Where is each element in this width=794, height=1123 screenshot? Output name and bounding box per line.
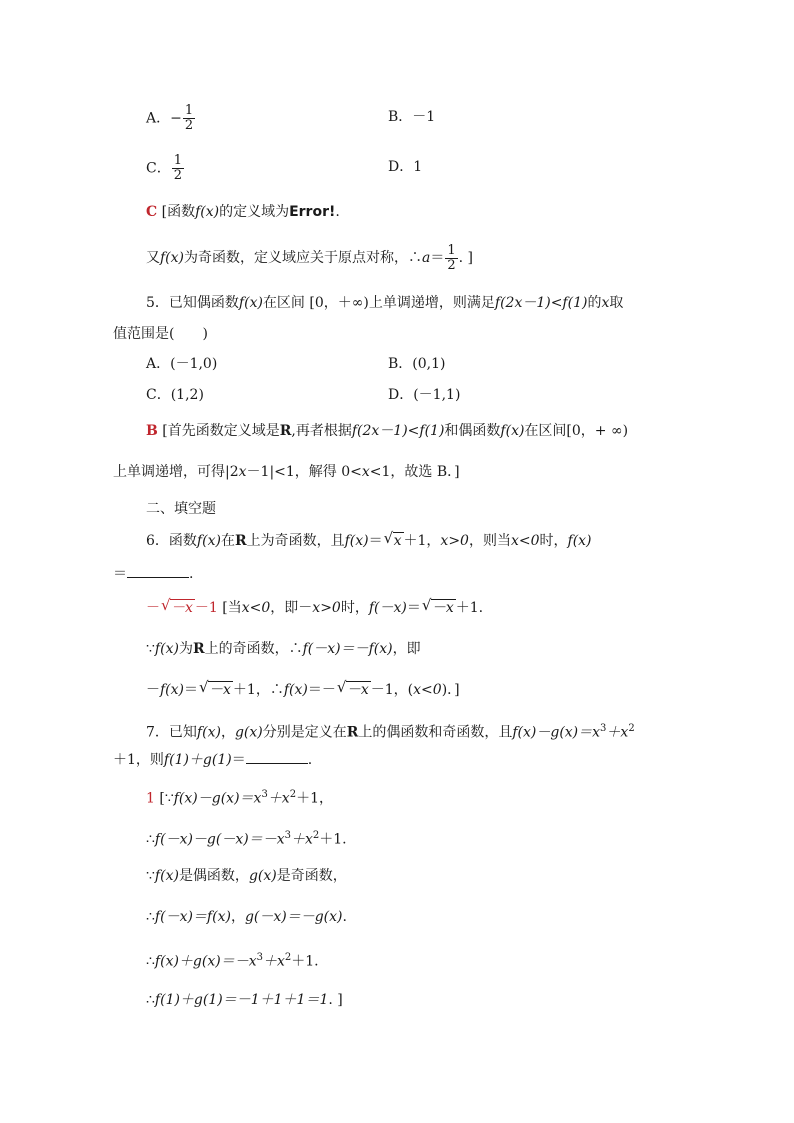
text: ＝ [406,600,421,616]
text: [函数 [161,204,196,220]
radical-sign-icon: √ [199,678,209,696]
text: ＝ [184,682,199,698]
q6-solution-line-3 [146,680,460,700]
exponent: 2 [628,723,635,734]
radical-sign-icon: √ [383,529,394,547]
answer-sign: － [146,600,160,616]
text: 时， [340,600,369,616]
denominator: 2 [447,257,456,273]
q5-stem-line-2 [113,324,208,344]
q7-solution-line-1 [146,785,333,809]
math: f(x)－g(x)＝x [512,724,601,741]
math: f(x) [500,423,525,439]
text: 在 [220,533,235,549]
text: )．] [441,682,460,698]
math: x>0 [440,533,469,549]
q5-option-c [146,385,204,405]
q5-option-b [388,354,445,374]
denominator: 2 [173,168,182,183]
text: 上单调递增，可得|2 [113,464,239,480]
text: ，即 [392,641,421,657]
math: f(x) [160,682,185,698]
math: f(x) [195,204,220,220]
math: x<0 [510,533,540,549]
option-text: D．1 [388,159,423,175]
math: ＋x [262,953,285,970]
math: R [234,533,247,549]
math: f(x)＋g(x)＝－x [154,953,257,970]
option-text: B．－1 [388,109,436,125]
q6-solution-line-2 [146,639,421,659]
q4-solution-line-1 [146,202,340,222]
text: 6．函数 [146,533,197,549]
q7-solution-line-6 [146,990,343,1010]
text: ＝ [368,533,383,549]
text: ，则当 [468,533,511,549]
q7-stem-line-2 [113,749,312,770]
text: . ] [328,992,343,1008]
text: . [342,909,347,925]
q6-stem-line-2 [113,563,193,584]
text: [当 [222,600,242,616]
option-text: D．(－1,1) [388,387,461,403]
q5-stem-line-1 [146,293,623,313]
fraction [172,154,184,183]
answer-letter: C [146,204,158,220]
q7-stem-line-1 [146,719,635,743]
text: ＋1，∴ [232,682,284,698]
math: f(－x) [368,600,407,616]
radicand: －x [171,600,193,616]
text: ∴ [146,992,155,1008]
math: a [422,250,431,266]
text: . [307,752,313,768]
radicand: －x [209,682,231,698]
text: 时， [539,533,568,549]
sqrt [337,680,371,700]
option-text: A．(－1,0) [146,356,218,372]
math: g(－x)＝－g(x) [244,909,343,925]
text: －1|<1，解得 0< [246,464,362,480]
exponent: 2 [289,789,297,800]
math: f(2x－1)<f(1) [494,295,588,311]
q4-solution-line-2 [146,240,473,276]
text: 上的偶函数和奇函数，且 [358,724,513,741]
option-text: C．(1,2) [146,387,204,403]
math: f(x) [196,533,221,549]
exponent: 2 [312,830,320,841]
q4-option-d [388,157,422,177]
q4-option-b [388,107,435,127]
q5-option-a [146,354,217,374]
exponent: 3 [284,830,291,841]
text: 5．已知偶函数 [146,295,239,311]
text: <1，故选 B．] [369,464,460,480]
text: ＝－ [307,682,336,698]
text: ＋1. [319,831,347,848]
answer-tail: －1 [194,600,218,616]
answer-blank [127,563,189,578]
q7-solution-line-4 [146,907,347,927]
math: x<0 [241,600,271,616]
text: ，即－ [270,600,313,616]
math: x<0 [413,682,442,698]
math: g(x) [234,724,263,741]
option-letter: C． [146,160,171,177]
numerator: 1 [184,103,194,118]
exponent: 2 [284,952,292,963]
text: ∴ [146,953,155,970]
text: 是奇函数， [276,868,347,884]
text: 分别是定义在 [262,724,347,741]
q7-solution-line-3 [146,866,347,886]
math: f(x) [344,533,369,549]
text: 7．已知 [146,724,197,741]
text: 在区间[0，+ ∞) [524,423,629,439]
text: [首先函数定义域是 [162,423,280,439]
q7-solution-line-2 [146,826,347,850]
q4-option-c [146,154,185,183]
math: f(1)＋g(1) [163,752,232,768]
answer-letter: B [146,423,158,439]
fraction [445,244,457,273]
radical-sign-icon: √ [161,596,171,614]
math: x>0 [312,600,341,616]
exponent: 3 [261,789,268,800]
math: x [238,464,247,480]
text: . ] [458,250,474,266]
math: f(2x－1)<f(1) [351,423,445,439]
error-text: Error! [289,204,336,220]
text: ＋1. [455,600,484,616]
math: R [279,423,292,439]
answer [146,596,218,616]
math: f(x) [160,250,185,266]
text: 上的奇函数，∴ [204,641,303,657]
math: ＋x [267,790,290,807]
section-title: 二、填空题 [146,501,216,517]
answer-blank [246,749,308,764]
math: ＋x [606,724,629,741]
q6-solution-line-1 [146,598,483,618]
sqrt [384,531,404,551]
math: f(－x)＝－f(x) [302,641,393,657]
radicand: －x [431,600,454,616]
math: f(－x)－g(－x)＝－x [154,831,285,848]
text: ∵ [146,868,155,884]
q6-stem-line-1 [146,531,592,551]
text: 是偶函数， [178,868,249,884]
text: ， [230,909,245,925]
math: f(x) [238,295,263,311]
math: f(x) [196,724,221,741]
math: R [192,641,205,657]
text: 的定义域为 [219,204,290,220]
q5-solution-line-1 [146,421,628,441]
text: ∴ [146,831,155,848]
math: g(x) [248,868,277,884]
q5-solution-line-2 [113,462,460,482]
math: f(－x)＝f(x) [154,909,231,925]
text: 和偶函数 [444,423,501,439]
radicand: x [393,533,402,549]
text: 又 [146,250,160,266]
math: R [346,724,359,741]
radical-sign-icon: √ [421,596,432,614]
text: － [146,682,160,698]
radicand: －x [346,682,369,698]
section-heading [146,499,216,519]
text: ＋1， [296,790,334,807]
sqrt [161,598,195,618]
text: ∴ [146,909,155,925]
text: ＋1，则 [113,752,164,768]
q4-option-a [146,104,196,133]
sqrt [422,598,456,618]
text: ＋1， [403,533,441,549]
math: x [361,464,370,480]
text: －1，( [370,682,414,698]
text: ＝ [430,250,445,266]
exponent: 3 [600,723,607,734]
text: 取 [609,295,624,311]
radical-sign-icon: √ [336,678,347,696]
numerator: 1 [173,153,182,168]
text: 为 [178,641,193,657]
option-letter: A． [146,110,171,127]
option-text: B．(0,1) [388,356,446,372]
text: ＝ [113,566,127,582]
text: ＋1. [291,953,319,970]
denominator: 2 [184,118,194,133]
text: 的 [587,295,602,311]
q5-option-d [388,385,460,405]
text: 为奇函数，定义域应关于原点对称，∴ [184,250,423,266]
text: ∵ [146,641,155,657]
math: ＋x [290,831,313,848]
minus-sign: − [170,110,182,127]
text: ＝ [231,752,246,768]
exponent: 3 [256,952,263,963]
text: 在区间 [0，＋∞)上单调递增，则满足 [262,295,495,311]
answer: 1 [146,790,155,807]
math: f(x) [154,641,179,657]
sqrt [199,680,233,700]
text: . [189,566,194,582]
math: f(x) [283,682,308,698]
math: x [601,295,610,311]
math: f(x) [154,868,179,884]
text: [∵ [159,790,174,807]
text: ， [220,724,235,741]
numerator: 1 [447,242,456,258]
text: . [335,204,340,220]
math: f(x)－g(x)＝x [173,790,262,807]
fraction [183,104,195,133]
math: f(x) [567,533,592,549]
q7-solution-line-5 [146,948,319,972]
text: 上为奇函数，且 [246,533,345,549]
text: 值范围是( ) [113,326,208,342]
math: f(1)＋g(1)＝－1＋1＋1＝1 [154,992,329,1008]
text: ,再者根据 [291,423,352,439]
